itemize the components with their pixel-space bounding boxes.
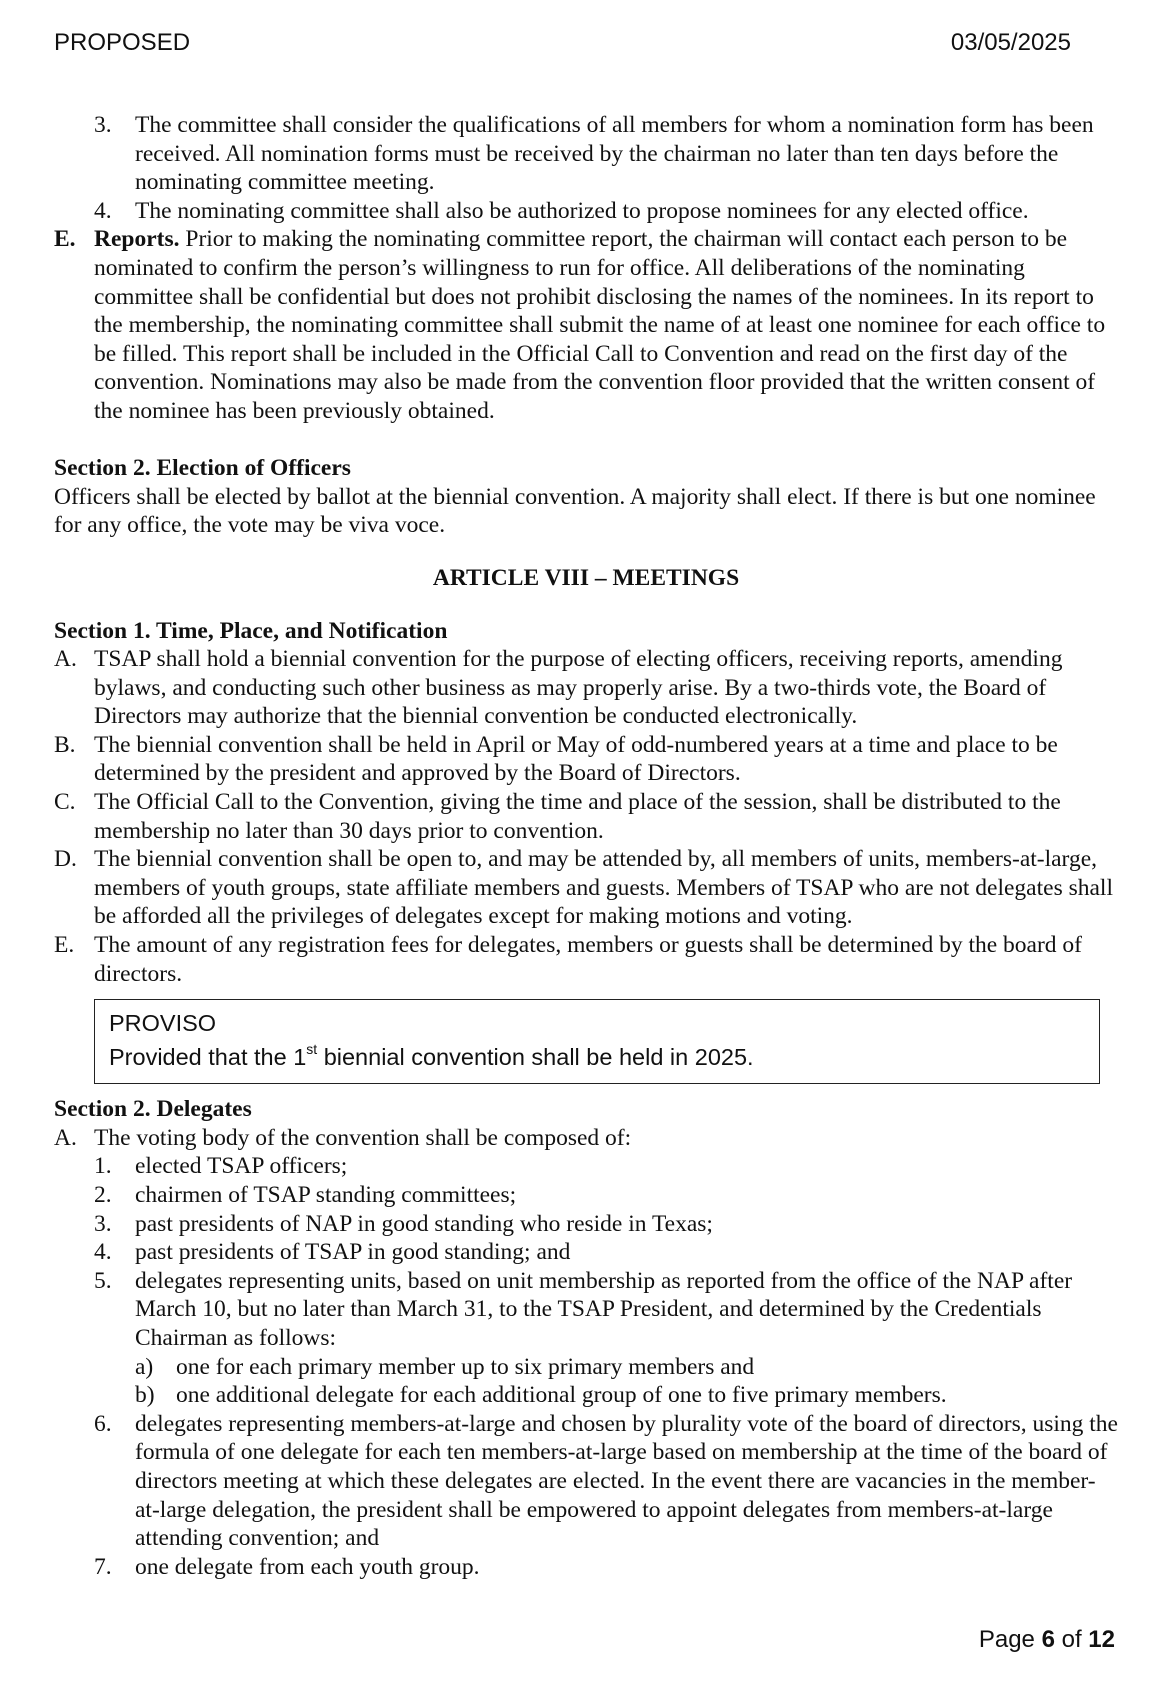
list-item: [54, 111, 1118, 197]
list-item: [54, 1238, 1118, 1267]
list-number: 4.: [94, 197, 112, 224]
list-text: past presidents of TSAP in good standing; and: [135, 1239, 571, 1266]
list-sub-letter: b): [135, 1382, 155, 1409]
list-item: [54, 1410, 1118, 1553]
reports-title: Reports.: [94, 226, 180, 253]
list-letter: A.: [54, 1124, 77, 1151]
list-text: The biennial convention shall be held in April or May of odd-numbered years at a time and place to be determined by the president and approved by the Board of Directors.: [94, 731, 1058, 787]
proviso-box: [94, 999, 1100, 1084]
proviso-title: PROVISO: [109, 1010, 217, 1037]
sub-list-item: [54, 1353, 1118, 1382]
list-text: one delegate from each youth group.: [135, 1553, 480, 1580]
proviso-text: Provided that the 1st biennial convention shall be held in 2025.: [109, 1041, 754, 1071]
section-text: Officers shall be elected by ballot at the biennial convention. A majority shall elect. If there is but one nominee for any office, the vote may be viva voce.: [54, 483, 1096, 539]
list-item: [54, 845, 1118, 931]
list-text: TSAP shall hold a biennial convention for the purpose of electing officers, receiving reports, amending bylaws, and conducting such other business as may properly arise. By a two-thirds vote, the Board of Directors may authorize that the biennial convention be conducted electronically.: [94, 646, 1063, 730]
list-number: 6.: [94, 1410, 112, 1437]
list-letter: B.: [54, 731, 76, 758]
list-letter: C.: [54, 789, 76, 816]
list-item: [54, 1181, 1118, 1210]
list-text: delegates representing members-at-large and chosen by plurality vote of the board of directors, using the formula of one delegate for each ten members-at-large based on membership at the time of the board of directors meeting at which these delegates are elected. In the event there are vacancies in the member-at-large delegation, the president shall be empowered to appoint delegates from members-at-large attending convention; and: [135, 1410, 1118, 1552]
list-text: The committee shall consider the qualifications of all members for whom a nomination form has been received. All nomination forms must be received by the chairman no later than ten days before the nominating committee meeting.: [135, 112, 1094, 196]
document-body: [54, 111, 1118, 1581]
list-text: past presidents of NAP in good standing who reside in Texas;: [135, 1210, 713, 1237]
list-item: [54, 1553, 1118, 1582]
article-title: ARTICLE VIII – MEETINGS: [432, 564, 740, 591]
list-number: 3.: [94, 1210, 112, 1237]
page-number: Page 6 of 12: [978, 1626, 1115, 1653]
list-letter: D.: [54, 846, 77, 873]
header-status: PROPOSED: [54, 29, 191, 56]
list-number: 2.: [94, 1182, 112, 1208]
list-number: 7.: [94, 1553, 112, 1580]
list-text: The amount of any registration fees for delegates, members or guests shall be determined by the board of directors.: [94, 932, 1082, 987]
list-letter: E.: [54, 226, 76, 253]
list-item: [54, 1152, 1118, 1181]
list-number: 3.: [94, 112, 112, 138]
section-heading: Section 2. Election of Officers: [54, 455, 351, 482]
header-date: 03/05/2025: [950, 29, 1071, 56]
list-sub-letter: a): [135, 1353, 154, 1380]
list-text: chairmen of TSAP standing committees;: [135, 1182, 517, 1208]
list-item: [54, 1124, 1118, 1153]
list-number: 5.: [94, 1267, 112, 1294]
list-letter: A.: [54, 646, 77, 673]
list-text: one for each primary member up to six primary members and: [176, 1353, 755, 1380]
list-item: [54, 931, 1118, 988]
list-item: [54, 645, 1118, 731]
list-number: 4.: [94, 1239, 112, 1266]
list-item: [54, 1210, 1118, 1239]
list-text: The Official Call to the Convention, giving the time and place of the session, shall be distributed to the membership no later than 30 days prior to convention.: [94, 789, 1061, 844]
reports-text: Prior to making the nominating committee report, the chairman will contact each person to be nominated to confirm the person’s willingness to run for office. All deliberations of the nominating committee shall be confidential but does not prohibit disclosing the names of the nominees. In its report to the membership, the nominating committee shall submit the name of at least one nominee for each office to be filled. This report shall be included in the Official Call to Convention and read on the first day of the convention. Nominations may also be made from the convention floor provided that the written consent of the nominee has been previously obtained.: [94, 226, 1106, 424]
sub-list-item: [54, 1381, 1118, 1410]
list-letter: E.: [54, 932, 75, 959]
list-text: delegates representing units, based on unit membership as reported from the office of the NAP after March 10, but no later than March 31, to the TSAP President, and determined by the Credentials Chairman as follows:: [135, 1267, 1073, 1351]
list-text: The nominating committee shall also be authorized to propose nominees for any elected office.: [135, 197, 1029, 224]
list-text: The biennial convention shall be open to, and may be attended by, all members of units, members-at-large, members of youth groups, state affiliate members and guests. Members of TSAP who are not delegates shall be afforded all the privileges of delegates except for making motions and voting.: [94, 846, 1113, 930]
list-item: [54, 788, 1118, 845]
section-heading: Section 2. Delegates: [54, 1096, 252, 1123]
section-heading: Section 1. Time, Place, and Notification: [54, 617, 448, 644]
reports-paragraph: [54, 225, 1118, 425]
list-text: The voting body of the convention shall be composed of:: [94, 1124, 632, 1151]
list-item: [54, 197, 1118, 226]
list-item: [54, 1267, 1118, 1353]
list-text: elected TSAP officers;: [135, 1153, 348, 1180]
list-text: one additional delegate for each additional group of one to five primary members.: [176, 1382, 947, 1409]
list-item: [54, 731, 1118, 788]
list-number: 1.: [94, 1153, 112, 1180]
